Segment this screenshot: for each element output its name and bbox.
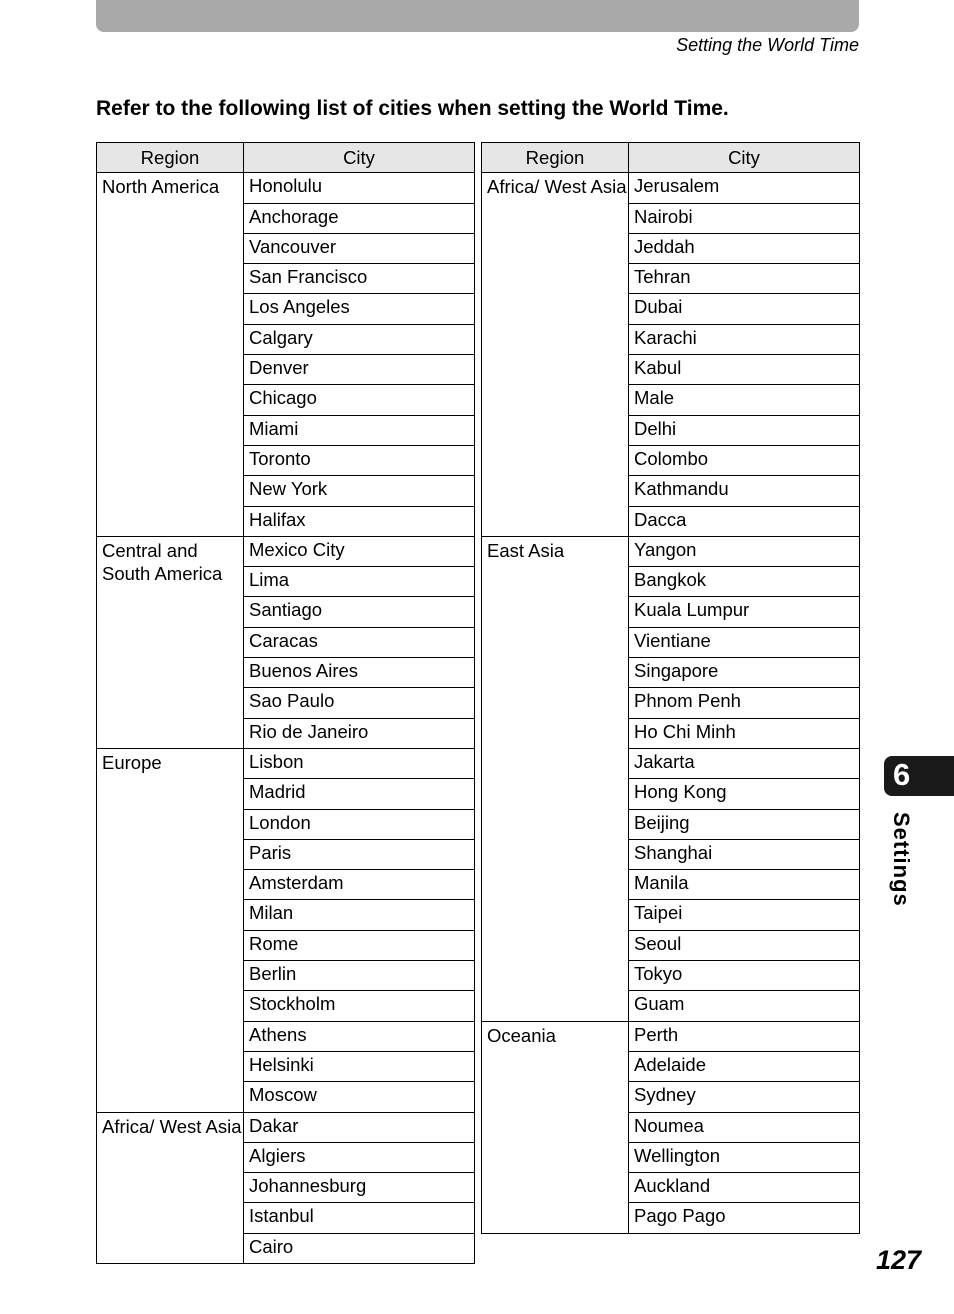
city-cell: Colombo xyxy=(629,445,860,475)
city-cell: Algiers xyxy=(244,1142,475,1172)
city-cell: Cairo xyxy=(244,1233,475,1263)
region-cell: East Asia xyxy=(482,536,629,1021)
region-cell: Oceania xyxy=(482,1021,629,1233)
city-cell: Beijing xyxy=(629,809,860,839)
table-row xyxy=(482,1021,860,1051)
city-cell: Vancouver xyxy=(244,233,475,263)
city-table-right xyxy=(481,142,860,1234)
city-cell: Madrid xyxy=(244,779,475,809)
city-cell: Paris xyxy=(244,839,475,869)
city-cell: Vientiane xyxy=(629,627,860,657)
city-cell: Taipei xyxy=(629,900,860,930)
city-cell: Helsinki xyxy=(244,1051,475,1081)
city-cell: Dubai xyxy=(629,294,860,324)
city-header: City xyxy=(629,143,860,173)
region-header: Region xyxy=(97,143,244,173)
city-cell: Denver xyxy=(244,355,475,385)
city-cell: Tehran xyxy=(629,264,860,294)
city-cell: Auckland xyxy=(629,1173,860,1203)
chapter-number: 6 xyxy=(893,757,911,792)
city-cell: Kabul xyxy=(629,355,860,385)
city-cell: Singapore xyxy=(629,658,860,688)
city-cell: Lima xyxy=(244,567,475,597)
city-cell: Santiago xyxy=(244,597,475,627)
city-cell: Amsterdam xyxy=(244,870,475,900)
city-cell: Nairobi xyxy=(629,203,860,233)
city-cell: Phnom Penh xyxy=(629,688,860,718)
city-cell: Moscow xyxy=(244,1082,475,1112)
city-cell: Manila xyxy=(629,870,860,900)
city-cell: Rio de Janeiro xyxy=(244,718,475,748)
city-cell: Caracas xyxy=(244,627,475,657)
city-cell: Bangkok xyxy=(629,567,860,597)
table-row xyxy=(482,536,860,566)
region-cell: Africa/ West Asia xyxy=(482,173,629,537)
table-row xyxy=(97,1112,475,1142)
city-cell: Ho Chi Minh xyxy=(629,718,860,748)
city-cell: Buenos Aires xyxy=(244,658,475,688)
city-cell: Halifax xyxy=(244,506,475,536)
city-cell: London xyxy=(244,809,475,839)
city-cell: Adelaide xyxy=(629,1051,860,1081)
city-cell: Stockholm xyxy=(244,991,475,1021)
city-cell: Jeddah xyxy=(629,233,860,263)
city-cell: Istanbul xyxy=(244,1203,475,1233)
city-cell: Pago Pago xyxy=(629,1203,860,1233)
city-cell: Karachi xyxy=(629,324,860,354)
page-number: 127 xyxy=(875,1245,921,1275)
city-cell: Perth xyxy=(629,1021,860,1051)
region-cell: North America xyxy=(97,173,244,537)
header-bar xyxy=(96,0,859,32)
city-cell: Honolulu xyxy=(244,173,475,203)
city-cell: Lisbon xyxy=(244,748,475,778)
region-header: Region xyxy=(482,143,629,173)
city-cell: Johannesburg xyxy=(244,1173,475,1203)
city-cell: Yangon xyxy=(629,536,860,566)
intro-text: Refer to the following list of cities when setting the World Time. xyxy=(96,97,729,120)
city-cell: Los Angeles xyxy=(244,294,475,324)
city-table-left xyxy=(96,142,475,1264)
city-cell: Toronto xyxy=(244,445,475,475)
region-cell: Europe xyxy=(97,748,244,1112)
city-cell: Shanghai xyxy=(629,839,860,869)
city-cell: Dakar xyxy=(244,1112,475,1142)
city-header: City xyxy=(244,143,475,173)
city-cell: Rome xyxy=(244,930,475,960)
section-title: Setting the World Time xyxy=(676,35,859,55)
city-cell: Male xyxy=(629,385,860,415)
city-cell: New York xyxy=(244,476,475,506)
city-cell: Wellington xyxy=(629,1142,860,1172)
city-cell: Chicago xyxy=(244,385,475,415)
city-cell: Hong Kong xyxy=(629,779,860,809)
city-cell: Sydney xyxy=(629,1082,860,1112)
city-cell: Dacca xyxy=(629,506,860,536)
city-cell: Athens xyxy=(244,1021,475,1051)
table-row xyxy=(97,748,475,778)
city-cell: Sao Paulo xyxy=(244,688,475,718)
city-cell: Tokyo xyxy=(629,961,860,991)
region-cell: Central and South America xyxy=(97,536,244,748)
table-row xyxy=(97,536,475,566)
city-cell: Guam xyxy=(629,991,860,1021)
city-cell: Jerusalem xyxy=(629,173,860,203)
city-cell: Calgary xyxy=(244,324,475,354)
city-cell: San Francisco xyxy=(244,264,475,294)
city-cell: Delhi xyxy=(629,415,860,445)
table-row xyxy=(97,173,475,203)
city-cell: Mexico City xyxy=(244,536,475,566)
city-cell: Anchorage xyxy=(244,203,475,233)
chapter-label: Settings xyxy=(889,812,914,907)
city-cell: Berlin xyxy=(244,961,475,991)
table-row xyxy=(482,173,860,203)
city-cell: Kathmandu xyxy=(629,476,860,506)
city-cell: Noumea xyxy=(629,1112,860,1142)
region-cell: Africa/ West Asia xyxy=(97,1112,244,1263)
city-cell: Miami xyxy=(244,415,475,445)
city-cell: Jakarta xyxy=(629,748,860,778)
city-cell: Kuala Lumpur xyxy=(629,597,860,627)
city-cell: Seoul xyxy=(629,930,860,960)
city-cell: Milan xyxy=(244,900,475,930)
